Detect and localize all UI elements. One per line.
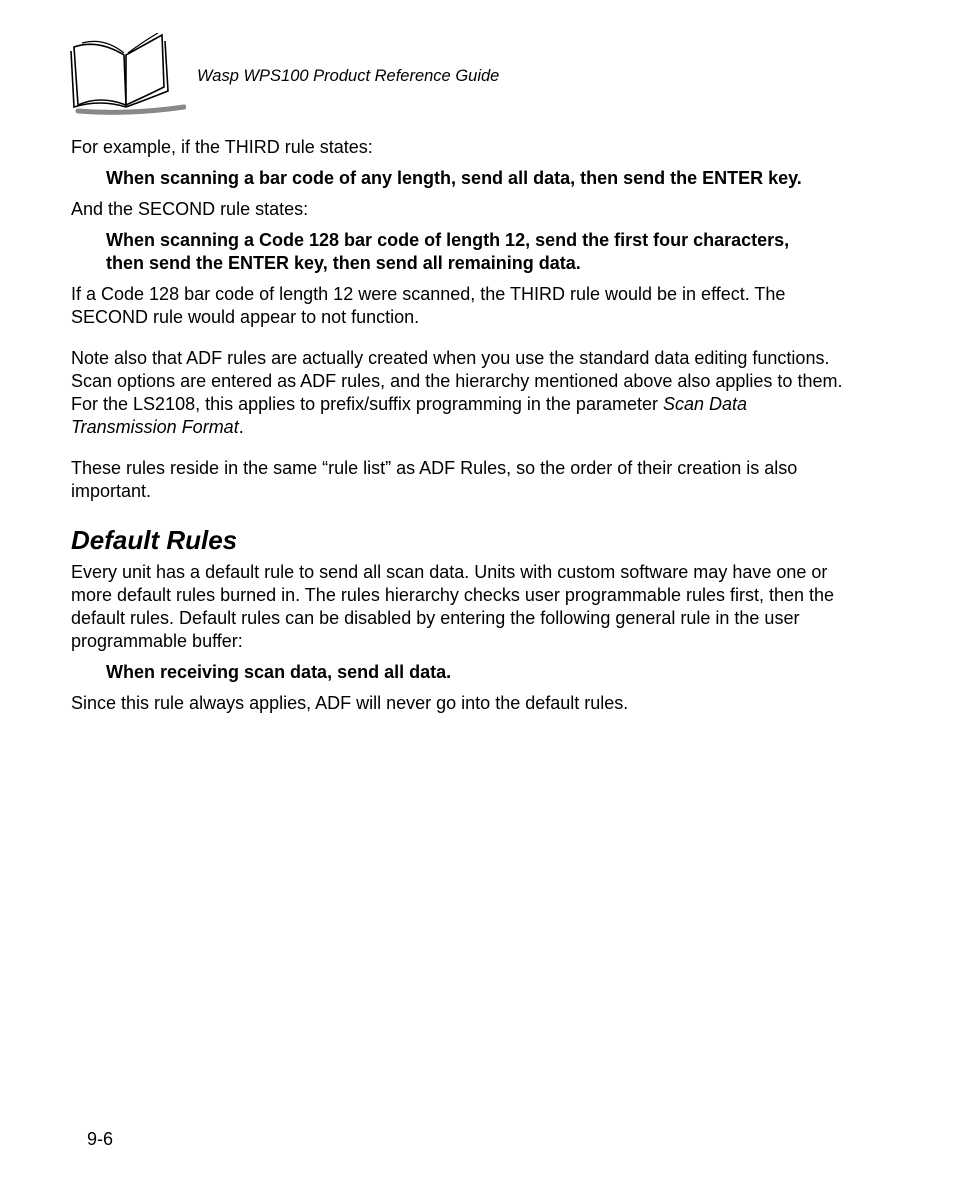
rule-example-third: When scanning a bar code of any length, send all data, then send the ENTER key.: [106, 168, 802, 188]
rule-example-second-line1: When scanning a Code 128 bar code of length 12, send the first four characters,: [106, 230, 790, 250]
page-content: [71, 136, 851, 733]
rule-example-second: [106, 229, 851, 275]
book-icon: [68, 33, 186, 115]
section-heading-default-rules: Default Rules: [71, 525, 238, 555]
paragraph-second-rule-intro: And the SECOND rule states:: [71, 199, 309, 219]
page-number: 9-6: [87, 1129, 114, 1149]
paragraph-default-rules: Every unit has a default rule to send all scan data. Units with custom software may have one or more default rules burned in. The rules hierarchy checks user programmable rules first, then the default rules. Default rules can be disabled by entering the following general rule in the user programmable buffer:: [71, 562, 835, 651]
paragraph-default-conclusion: Since this rule always applies, ADF will never go into the default rules.: [71, 693, 629, 713]
parameter-name: Scan Data Transmission Format: [71, 394, 748, 437]
rule-example-default: When receiving scan data, send all data.: [106, 662, 452, 682]
paragraph-adf-note-end: .: [238, 417, 244, 437]
paragraph-third-rule-intro: For example, if the THIRD rule states:: [71, 137, 373, 157]
paragraph-adf-note-text: Note also that ADF rules are actually created when you use the standard data editing functions. Scan options are entered as ADF rules, and the hierarchy mentioned above also applies to them. For the LS2108, this applies to prefix/suffix programming in the parameter: [71, 348, 843, 414]
paragraph-rule-effect: If a Code 128 bar code of length 12 were scanned, the THIRD rule would be in effect. The SECOND rule would appear to not function.: [71, 284, 786, 327]
paragraph-rule-list: These rules reside in the same “rule list” as ADF Rules, so the order of their creation is also important.: [71, 458, 798, 501]
paragraph-adf-note: [71, 347, 851, 439]
running-header-title: Wasp WPS100 Product Reference Guide: [197, 67, 500, 85]
rule-example-second-line2: then send the ENTER key, then send all remaining data.: [106, 253, 581, 273]
